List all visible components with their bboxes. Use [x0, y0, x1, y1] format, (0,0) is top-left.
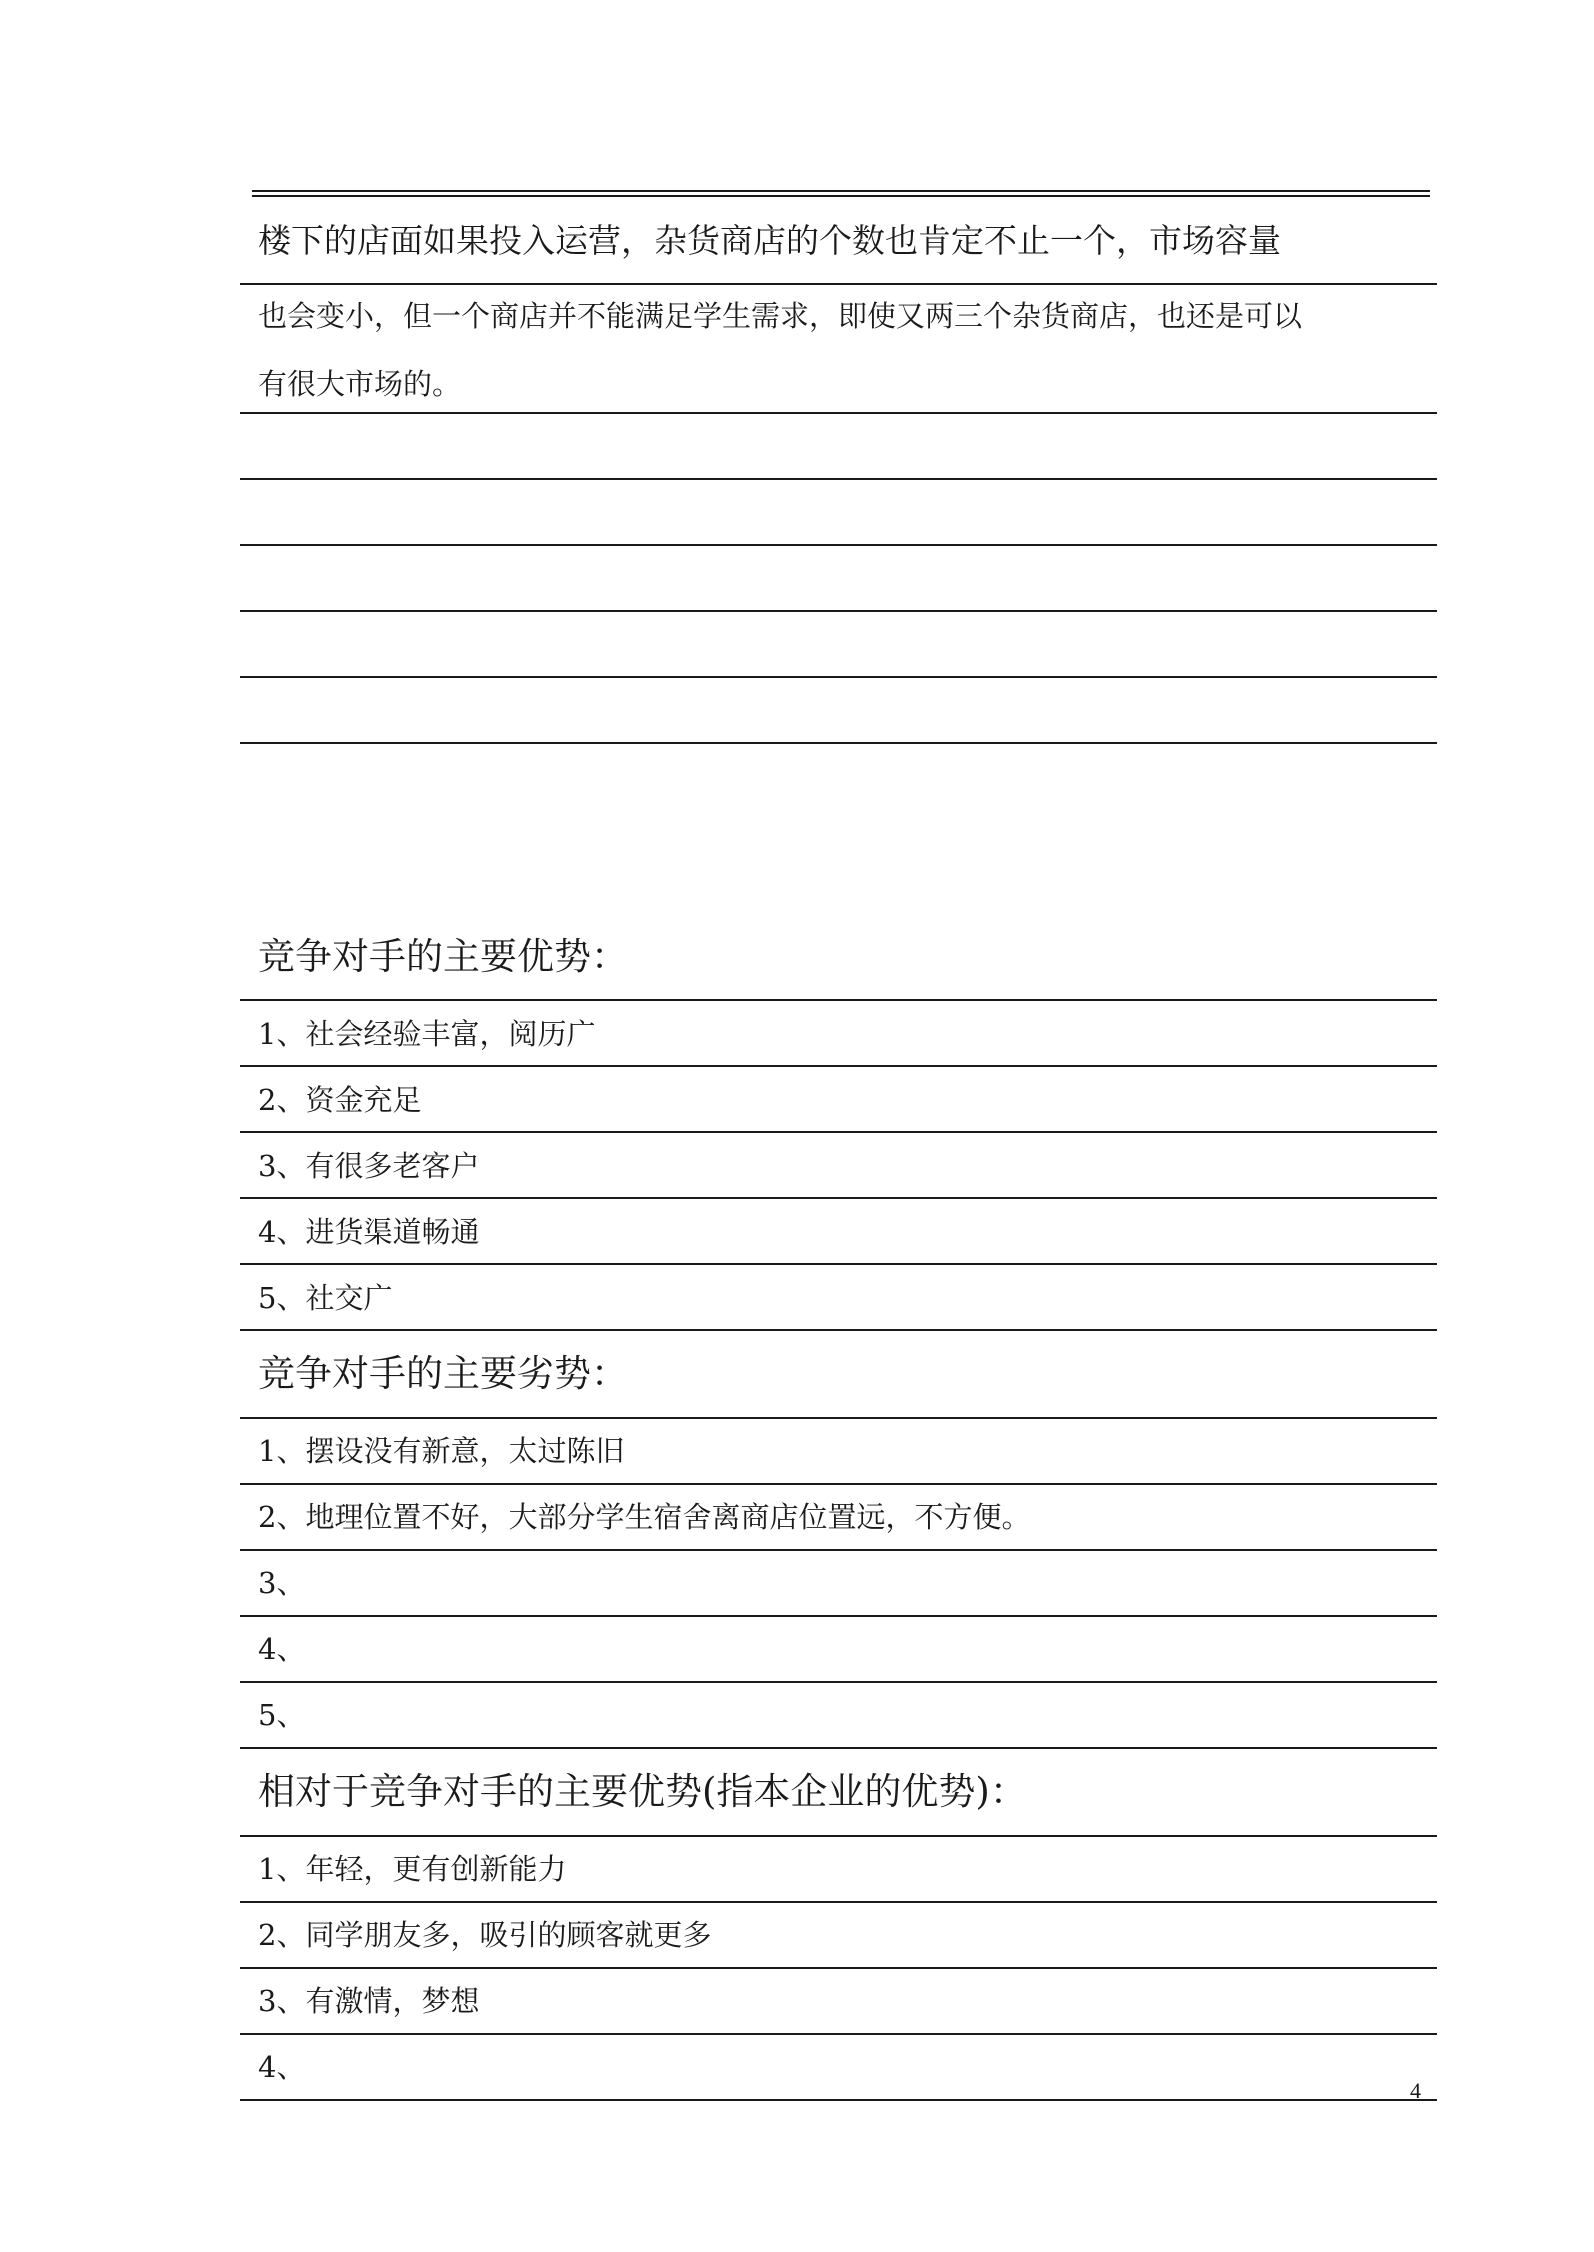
- own-advantage-item: 3、有激情，梦想: [258, 1984, 480, 2018]
- ruled-line: [240, 2099, 1437, 2101]
- disadvantage-item: 4、: [258, 1632, 306, 1666]
- top-rule: [252, 190, 1430, 192]
- intro-line-2: 也会变小，但一个商店并不能满足学生需求，即使又两三个杂货商店，也还是可以: [258, 299, 1303, 333]
- advantage-item: 5、社交广: [258, 1281, 393, 1315]
- disadvantages-heading: 竞争对手的主要劣势：: [258, 1352, 628, 1395]
- own-advantage-item: 2、同学朋友多，吸引的顾客就更多: [258, 1918, 712, 1952]
- advantage-item: 3、有很多老客户: [258, 1149, 480, 1183]
- ruled-line: [240, 1197, 1437, 1199]
- intro-line-3: 有很大市场的。: [258, 367, 462, 401]
- ruled-line: [240, 1329, 1437, 1331]
- ruled-line: [240, 1967, 1437, 1969]
- own-advantages-heading: 相对于竞争对手的主要优势(指本企业的优势)：: [258, 1770, 1027, 1813]
- advantage-item: 4、进货渠道畅通: [258, 1215, 480, 1249]
- ruled-line: [240, 478, 1437, 480]
- ruled-line: [240, 999, 1437, 1001]
- own-advantage-item: 1、年轻，更有创新能力: [258, 1852, 567, 1886]
- disadvantage-item: 5、: [258, 1698, 306, 1732]
- ruled-line: [240, 1065, 1437, 1067]
- ruled-line: [240, 742, 1437, 744]
- own-advantage-item: 4、: [258, 2050, 306, 2084]
- ruled-line: [240, 1417, 1437, 1419]
- advantage-item: 2、资金充足: [258, 1083, 422, 1117]
- ruled-line: [240, 1681, 1437, 1683]
- ruled-line: [240, 1747, 1437, 1749]
- ruled-line: [240, 1483, 1437, 1485]
- disadvantage-item: 3、: [258, 1566, 306, 1600]
- ruled-line: [240, 1131, 1437, 1133]
- ruled-line: [240, 544, 1437, 546]
- ruled-line: [240, 1901, 1437, 1903]
- ruled-line: [240, 1549, 1437, 1551]
- page-number: 4: [1410, 2078, 1421, 2103]
- ruled-line: [240, 283, 1437, 285]
- ruled-line: [240, 2033, 1437, 2035]
- intro-line-1: 楼下的店面如果投入运营，杂货商店的个数也肯定不止一个，市场容量: [258, 221, 1281, 260]
- ruled-line: [240, 676, 1437, 678]
- ruled-line: [240, 1835, 1437, 1837]
- ruled-line: [240, 1615, 1437, 1617]
- top-rule: [252, 195, 1430, 197]
- disadvantage-item: 1、摆设没有新意，太过陈旧: [258, 1434, 625, 1468]
- ruled-line: [240, 412, 1437, 414]
- advantages-heading: 竞争对手的主要优势：: [258, 935, 628, 978]
- ruled-line: [240, 1263, 1437, 1265]
- advantage-item: 1、社会经验丰富，阅历广: [258, 1017, 596, 1051]
- ruled-line: [240, 610, 1437, 612]
- disadvantage-item: 2、地理位置不好，大部分学生宿舍离商店位置远，不方便。: [258, 1500, 1031, 1534]
